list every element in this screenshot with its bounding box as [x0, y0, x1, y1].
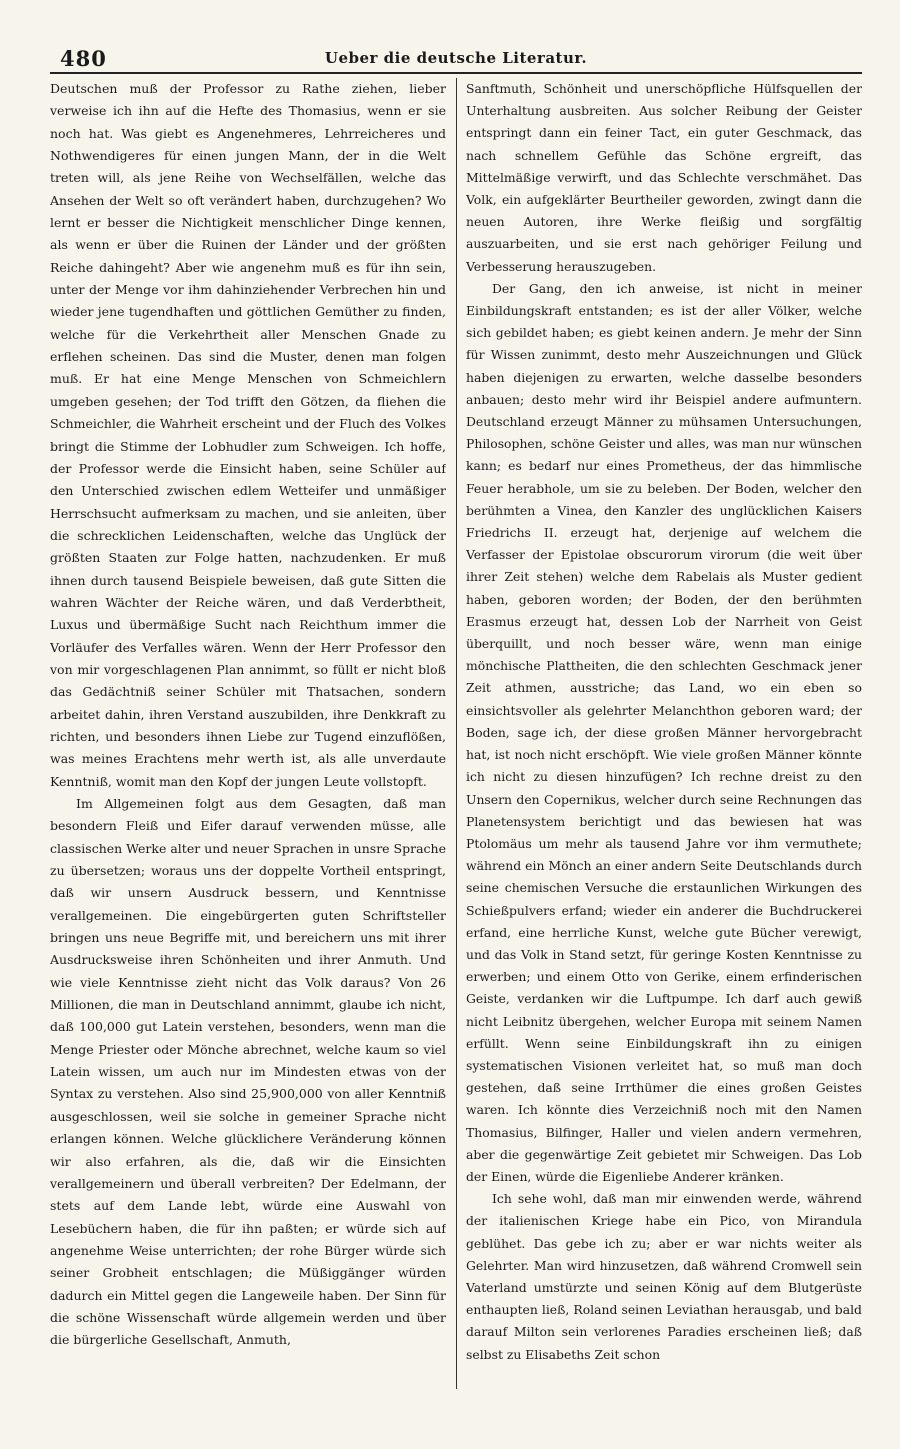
- paragraph: Sanftmuth, Schönheit und unerschöpfliche Hülfsquellen der Unterhaltung ausbreiten. Aus solcher Reibung der Geister entspringt dann ein feiner Tact, ein guter Geschmack, das nach schnellem Gefühle das Schöne ergreift, das Mittelmäßige verwirft, und das Schlechte verschmähet. Das Volk, ein aufgeklärter Beurtheiler geworden, zwingt dann die neuen Autoren, ihre Werke fleißig und sorgfältig auszuarbeiten, und sie erst nach gehöriger Feilung und Verbesserung herauszugeben.: [466, 81, 862, 274]
- right-column: [466, 78, 862, 1389]
- text-columns: [50, 78, 862, 1389]
- page-header: [50, 38, 862, 74]
- paragraph: Im Allgemeinen folgt aus dem Gesagten, daß man besondern Fleiß und Eifer darauf verwenden müsse, alle classischen Werke alter und neuer Sprachen in unsre Sprache zu übersetzen; woraus uns der doppelte Vortheil entspringt, daß wir unsern Ausdruck bessern, und Kenntnisse verallgemeinen. Die eingebürgerten guten Schriftsteller bringen uns neue Begriffe mit, und bereichern uns mit ihrer Ausdrucksweise ihren Schönheiten und ihrer Anmuth. Und wie viele Kenntnisse zieht nicht das Volk daraus? Von 26 Millionen, die man in Deutschland annimmt, glaube ich nicht, daß 100,000 gut Latein verstehen, besonders, wenn man die Menge Priester oder Mönche abrechnet, welche kaum so viel Latein wissen, um auch nur im Mindesten etwas von der Syntax zu verstehen. Also sind 25,900,000 von aller Kenntniß ausgeschlossen, weil sie solche in gemeiner Sprache nicht erlangen können. Welche glücklichere Veränderung können wir also erfahren, als die, daß wir die Einsichten verallgemeinern und überall verbreiten? Der Edelmann, der stets auf dem Lande lebt, würde eine Auswahl von Lesebüchern haben, die für ihn paßten; er würde sich auf angenehme Weise unterrichten; der rohe Bürger würde sich seiner Grobheit entschlagen; die Müßiggänger würden dadurch ein Mittel gegen die Langeweile haben. Der Sinn für die schöne Wissenschaft würde allgemein werden und über die bürgerliche Gesellschaft, Anmuth,: [50, 796, 446, 1348]
- column-divider: [456, 78, 457, 1389]
- paragraph: Der Gang, den ich anweise, ist nicht in meiner Einbildungskraft entstanden; es ist der aller Völker, welche sich gebildet haben; es giebt keinen andern. Je mehr der Sinn für Wissen zunimmt, desto mehr Auszeichnungen und Glück haben diejenigen zu erwarten, welche dasselbe besonders anbauen; desto mehr wird ihr Beispiel andere aufmuntern. Deutschland erzeugt Männer zu mühsamen Untersuchungen, Philosophen, schöne Geister und alles, was man nur wünschen kann; es bedarf nur eines Prometheus, der das himmlische Feuer herabhole, um sie zu beleben. Der Boden, welcher den berühmten a Vinea, den Kanzler des unglücklichen Kaisers Friedrichs II. erzeugt hat, derjenige auf welchem die Verfasser der Epistolae obscurorum virorum (die weit über ihrer Zeit stehen) welche dem Rabelais als Muster gedient haben, geboren worden; der Boden, der den berühmten Erasmus erzeugt hat, dessen Lob der Narrheit von Geist überquillt, und noch besser wäre, wenn man einige mönchische Plattheiten, die den schlechten Geschmack jener Zeit athmen, ausstriche; das Land, wo ein eben so einsichtsvoller als gelehrter Melanchthon geboren ward; der Boden, sage ich, der diese großen Männer hervorgebracht hat, ist noch nicht erschöpft. Wie viele großen Männer könnte ich nicht zu diesen hinzufügen? Ich rechne dreist zu den Unsern den Copernikus, welcher durch seine Rechnungen das Planetensystem berichtigt und das bewiesen hat was Ptolomäus um mehr als tausend Jahre vor ihm vermuthete; während ein Mönch an einer andern Seite Deutschlands durch seine chemischen Versuche die erstaunlichen Wirkungen des Schießpulvers erfand; wieder ein anderer die Buchdruckerei erfand, eine herrliche Kunst, welche gute Bücher verewigt, und das Volk in Stand setzt, für geringe Kosten Kenntnisse zu erwerben; und einem Otto von Gerike, einem erfinderischen Geiste, verdanken wir die Luftpumpe. Ich darf auch gewiß nicht Leibnitz übergehen, welcher Europa mit seinem Namen erfüllt. Wenn seine Einbildungskraft ihn zu einigen systematischen Visionen verleitet hat, so muß man doch gestehen, daß seine Irrthümer die eines großen Geistes waren. Ich könnte dies Verzeichniß noch mit den Namen Thomasius, Bilfinger, Haller und vielen andern vermehren, aber die gegenwärtige Zeit gebietet mir Schweigen. Das Lob der Einen, würde die Eigenliebe Anderer kränken.: [466, 280, 862, 1184]
- left-column: [50, 78, 446, 1389]
- paragraph: Ich sehe wohl, daß man mir einwenden werde, während der italienischen Kriege habe ein Pico, von Mirandula geblühet. Das gebe ich zu; aber er war nichts weiter als Gelehrter. Man wird hinzusetzen, daß während Cromwell sein Vaterland umstürzte und seinen König auf dem Blutgerüste enthaupten ließ, Roland seinen Leviathan herausgab, und bald darauf Milton sein verlorenes Paradies erscheinen ließ; daß selbst zu Elisabeths Zeit schon: [466, 1191, 862, 1362]
- paragraph: Deutschen muß der Professor zu Rathe ziehen, lieber verweise ich ihn auf die Hefte des Thomasius, wenn er sie noch hat. Was giebt es Angenehmeres, Lehrreicheres und Nothwendigeres für einen jungen Mann, der in die Welt treten will, als jene Reihe von Wechselfällen, welche das Ansehen der Welt so oft verändert haben, durchzugehen? Wo lernt er besser die Nichtigkeit menschlicher Dinge kennen, als wenn er über die Ruinen der Länder und der größten Reiche dahingeht? Aber wie angenehm muß es für ihn sein, unter der Menge vor ihm dahinziehender Verbrechen hin und wieder jene tugendhaften und göttlichen Gemüther zu finden, welche für die Verkehrtheit aller Menschen Gnade zu erflehen scheinen. Das sind die Muster, denen man folgen muß. Er hat eine Menge Menschen von Schmeichlern umgeben gesehen; der Tod trifft den Götzen, da fliehen die Schmeichler, die Wahrheit erscheint und der Fluch des Volkes bringt die Stimme der Lobhudler zum Schweigen. Ich hoffe, der Professor werde die Einsicht haben, seine Schüler auf den Unterschied zwischen edlem Wetteifer und unmäßiger Herrschsucht aufmerksam zu machen, und sie anleiten, über die schrecklichen Leidenschaften, welche das Unglück der größten Staaten zur Folge hatten, nachzudenken. Er muß ihnen durch tausend Beispiele beweisen, daß gute Sitten die wahren Wächter der Reiche wären, und daß Verderbtheit, Luxus und übermäßige Sucht nach Reichthum immer die Vorläufer des Verfalles wären. Wenn der Herr Professor den von mir vorgeschlagenen Plan annimmt, so füllt er nicht bloß das Gedächtniß seiner Schüler mit Thatsachen, sondern arbeitet dahin, ihren Verstand auszubilden, ihre Denkkraft zu richten, und besonders ihnen Liebe zur Tugend einzuflößen, was meines Erachtens mehr werth ist, als alle unverdaute Kenntniß, womit man den Kopf der jungen Leute vollstopft.: [50, 81, 446, 789]
- page-number: 480: [60, 46, 107, 71]
- running-head: Ueber die deutsche Literatur.: [324, 49, 588, 67]
